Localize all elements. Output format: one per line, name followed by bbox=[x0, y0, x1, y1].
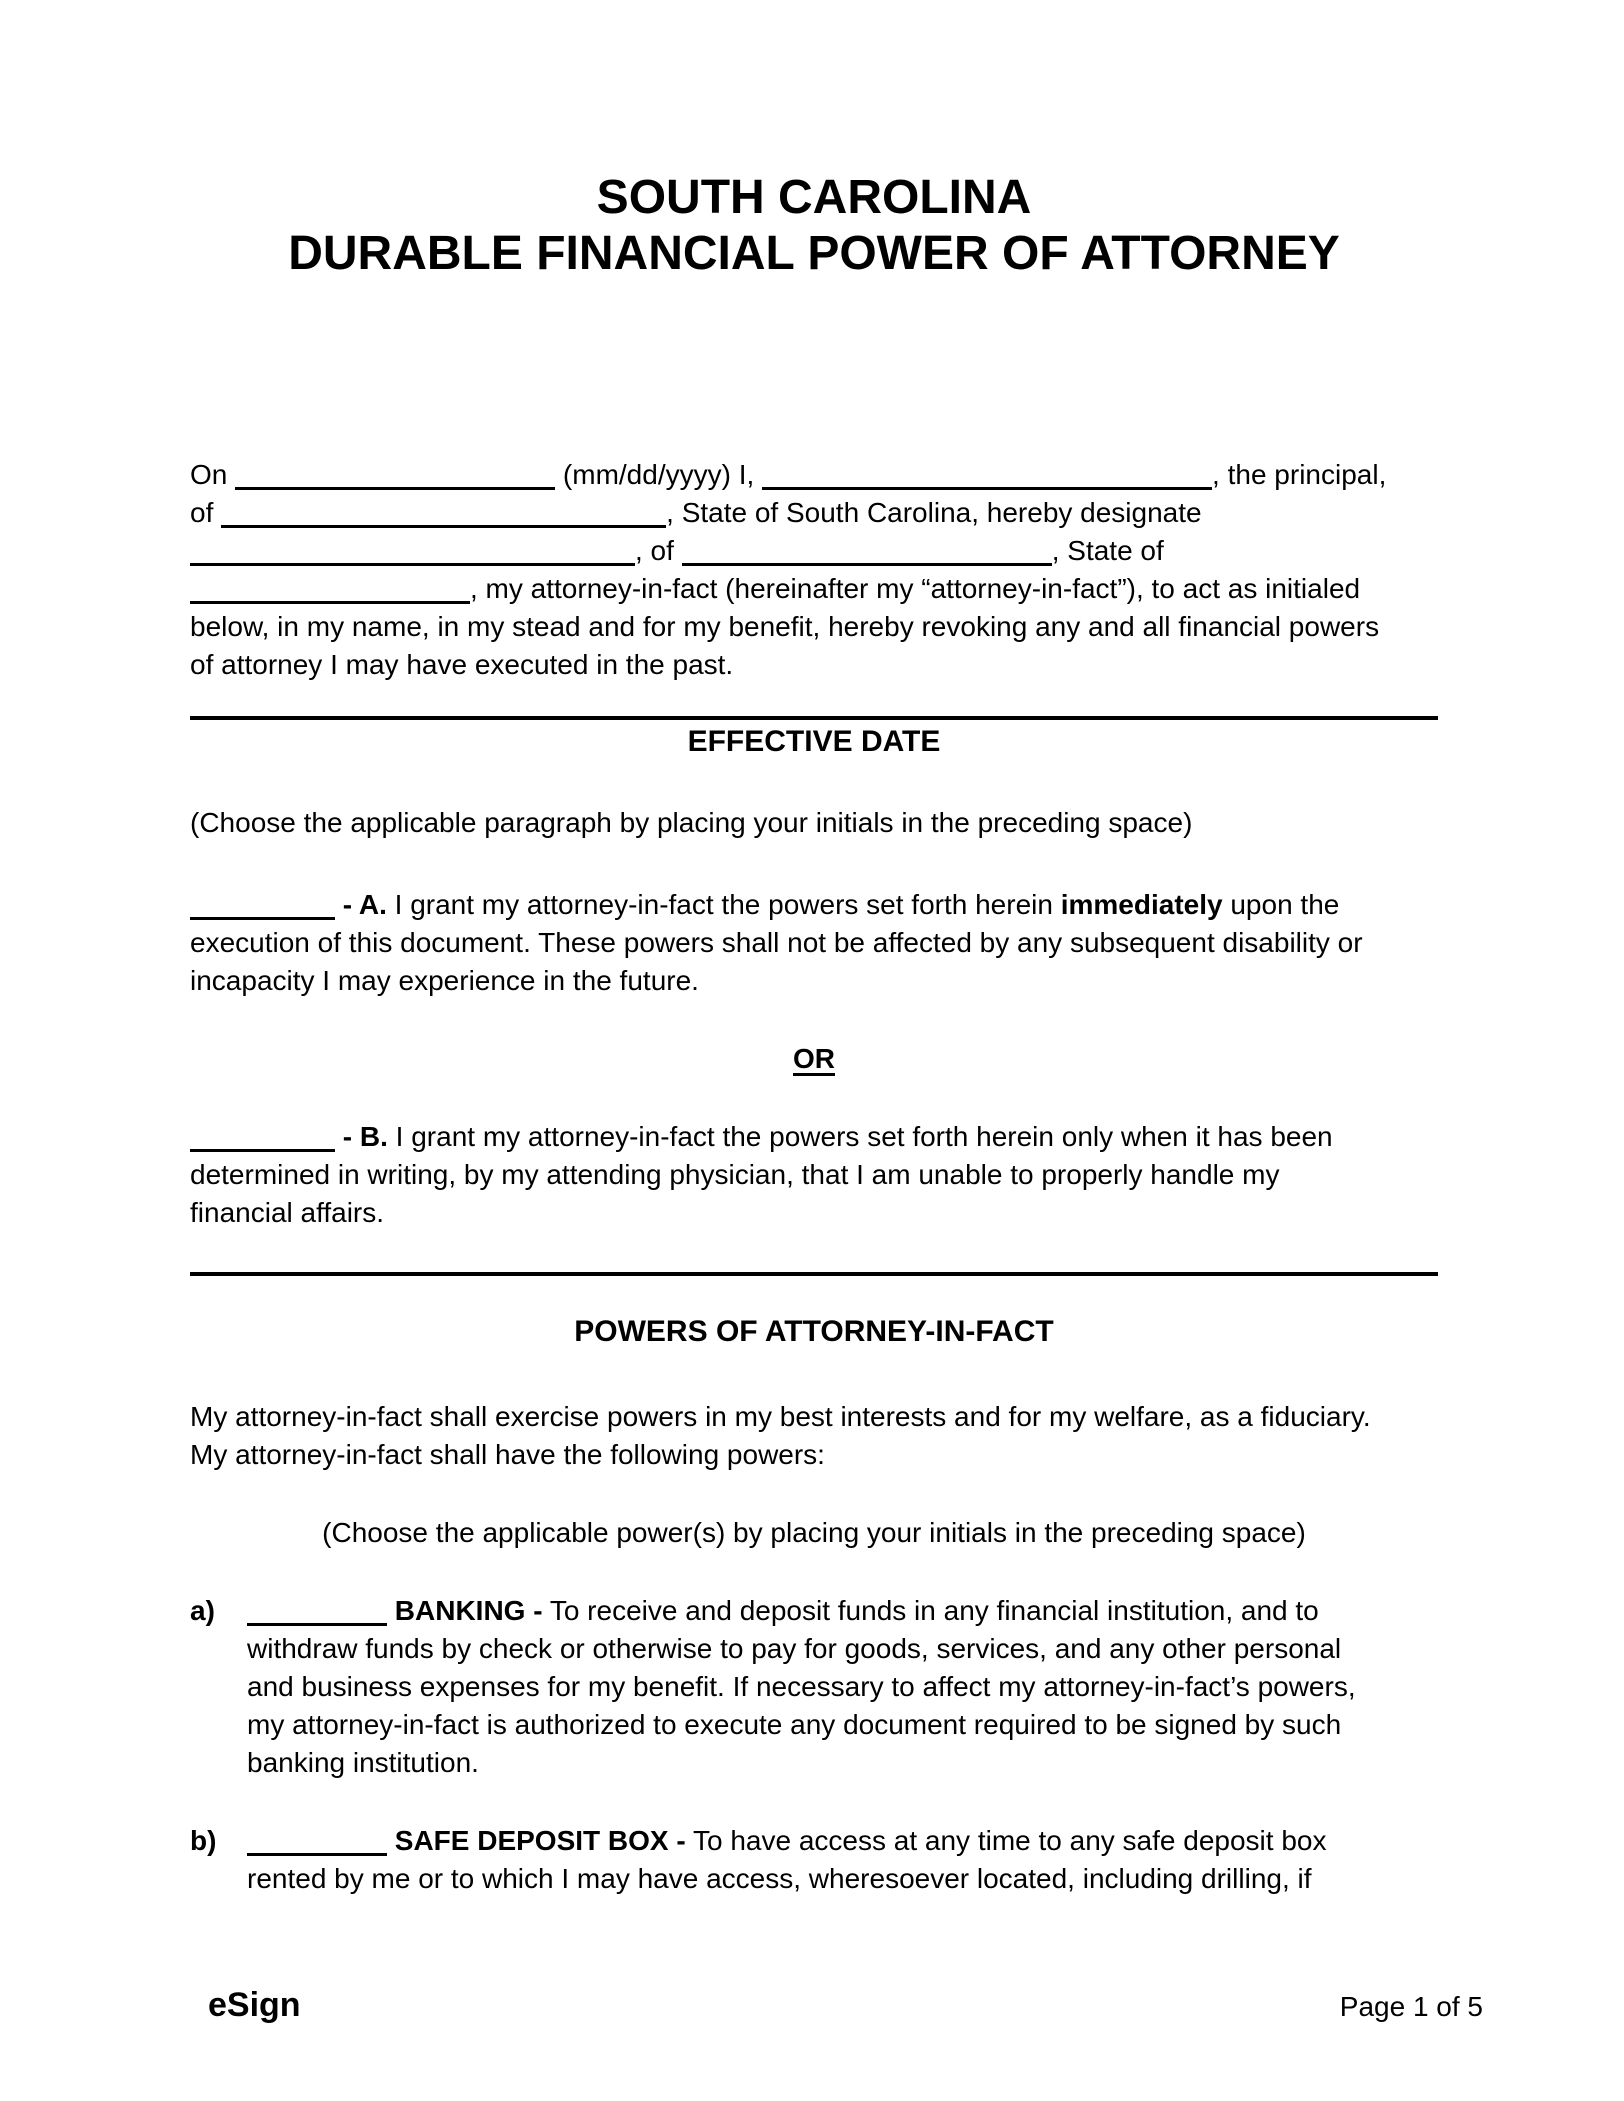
text-segment: (mm/dd/yyyy) I, bbox=[555, 459, 763, 490]
page-footer bbox=[208, 1986, 1483, 2026]
text-segment: incapacity I may experience in the future. bbox=[190, 965, 699, 996]
text-line bbox=[247, 1706, 1438, 1744]
text-segment: , my attorney-in-fact (hereinafter my “attorney-in-fact”), to act as initialed bbox=[470, 573, 1361, 604]
text-line bbox=[190, 532, 1438, 570]
text-segment bbox=[335, 889, 343, 920]
powers-instruction: (Choose the applicable power(s) by placing your initials in the preceding space) bbox=[322, 1517, 1306, 1548]
text-segment: rented by me or to which I may have access, wheresoever located, including drilling, if bbox=[247, 1863, 1312, 1894]
powers-heading: POWERS OF ATTORNEY-IN-FACT bbox=[574, 1315, 1054, 1348]
effective-date-heading: EFFECTIVE DATE bbox=[687, 725, 941, 758]
text-segment: , of bbox=[635, 535, 682, 566]
text-segment bbox=[387, 1595, 395, 1626]
blank-line bbox=[221, 521, 666, 528]
blank-line bbox=[190, 597, 470, 604]
text-segment: SAFE DEPOSIT BOX - bbox=[394, 1825, 686, 1856]
text-segment: - A. bbox=[342, 889, 387, 920]
text-segment: , State of bbox=[1051, 535, 1164, 566]
text-line bbox=[190, 1156, 1438, 1194]
text-line bbox=[190, 962, 1438, 1000]
text-segment: and business expenses for my benefit. If necessary to affect my attorney-in-fact’s powers, bbox=[247, 1671, 1356, 1702]
text-line bbox=[190, 924, 1438, 962]
blank-line bbox=[247, 1849, 387, 1856]
blank-line bbox=[190, 913, 335, 920]
text-segment: determined in writing, by my attending physician, that I am unable to properly handle my bbox=[190, 1159, 1280, 1190]
list-marker: b) bbox=[190, 1825, 217, 1856]
section-divider bbox=[190, 716, 1438, 720]
text-segment bbox=[335, 1121, 343, 1152]
effective-date-instruction: (Choose the applicable paragraph by placing your initials in the preceding space) bbox=[190, 807, 1193, 838]
text-segment: of attorney I may have executed in the past. bbox=[190, 649, 734, 680]
text-line bbox=[190, 1118, 1438, 1156]
text-segment: execution of this document. These powers shall not be affected by any subsequent disability or bbox=[190, 927, 1363, 958]
text-line bbox=[190, 494, 1438, 532]
text-line bbox=[247, 1744, 1438, 1782]
text-segment: my attorney-in-fact is authorized to execute any document required to be signed by such bbox=[247, 1709, 1342, 1740]
text-segment: To have access at any time to any safe deposit box bbox=[685, 1825, 1327, 1856]
text-segment: of bbox=[190, 497, 222, 528]
document-title bbox=[190, 170, 1438, 282]
text-segment: banking institution. bbox=[247, 1747, 479, 1778]
text-segment: To receive and deposit funds in any financial institution, and to bbox=[542, 1595, 1319, 1626]
power-item-text bbox=[247, 1592, 1438, 1782]
text-line bbox=[190, 570, 1438, 608]
blank-line bbox=[247, 1619, 387, 1626]
text-segment: below, in my name, in my stead and for my benefit, hereby revoking any and all financial powers bbox=[190, 611, 1380, 642]
blank-line bbox=[190, 1145, 335, 1152]
text-line bbox=[190, 646, 1438, 684]
text-line bbox=[190, 456, 1438, 494]
blank-line bbox=[762, 483, 1212, 490]
text-line bbox=[247, 1860, 1438, 1898]
text-segment: withdraw funds by check or otherwise to pay for goods, services, and any other personal bbox=[247, 1633, 1342, 1664]
or-label: OR bbox=[793, 1043, 835, 1074]
text-line bbox=[247, 1592, 1438, 1630]
blank-line bbox=[190, 559, 635, 566]
blank-line bbox=[682, 559, 1052, 566]
text-segment: upon the bbox=[1222, 889, 1340, 920]
text-segment: financial affairs. bbox=[190, 1197, 385, 1228]
text-line bbox=[190, 608, 1438, 646]
text-segment: , State of South Carolina, hereby designate bbox=[666, 497, 1202, 528]
paragraph-a bbox=[190, 886, 1438, 1000]
powers-intro-paragraph bbox=[190, 1398, 1438, 1474]
page-content bbox=[0, 170, 1624, 1898]
title-line-1: SOUTH CAROLINA bbox=[596, 171, 1032, 224]
section-divider bbox=[190, 1272, 1438, 1276]
text-segment bbox=[387, 1825, 395, 1856]
text-segment: - B. bbox=[342, 1121, 388, 1152]
text-line bbox=[190, 1194, 1438, 1232]
text-segment: My attorney-in-fact shall have the following powers: bbox=[190, 1439, 825, 1470]
text-line bbox=[190, 1398, 1438, 1436]
paragraph-b bbox=[190, 1118, 1438, 1232]
list-marker: a) bbox=[190, 1595, 215, 1626]
intro-paragraph bbox=[190, 456, 1438, 684]
power-item-text bbox=[247, 1822, 1438, 1898]
text-line bbox=[247, 1668, 1438, 1706]
text-line bbox=[190, 886, 1438, 924]
text-line bbox=[247, 1630, 1438, 1668]
text-segment: BANKING - bbox=[394, 1595, 543, 1626]
or-row bbox=[190, 1040, 1438, 1078]
text-segment: My attorney-in-fact shall exercise powers in my best interests and for my welfare, as a fiduciary. bbox=[190, 1401, 1371, 1432]
text-segment: I grant my attorney-in-fact the powers set forth herein only when it has been bbox=[387, 1121, 1333, 1152]
text-segment: On bbox=[190, 459, 236, 490]
title-line-2: DURABLE FINANCIAL POWER OF ATTORNEY bbox=[288, 227, 1340, 280]
esign-logo: eSign bbox=[208, 1986, 301, 2024]
page-number: Page 1 of 5 bbox=[1339, 1991, 1483, 2022]
blank-line bbox=[235, 483, 555, 490]
power-item-safe-deposit-box bbox=[190, 1822, 1438, 1898]
text-segment: immediately bbox=[1060, 889, 1223, 920]
power-item-banking bbox=[190, 1592, 1438, 1782]
text-segment: , the principal, bbox=[1212, 459, 1387, 490]
text-line bbox=[190, 1436, 1438, 1474]
text-segment: I grant my attorney-in-fact the powers set forth herein bbox=[386, 889, 1061, 920]
text-line bbox=[247, 1822, 1438, 1860]
